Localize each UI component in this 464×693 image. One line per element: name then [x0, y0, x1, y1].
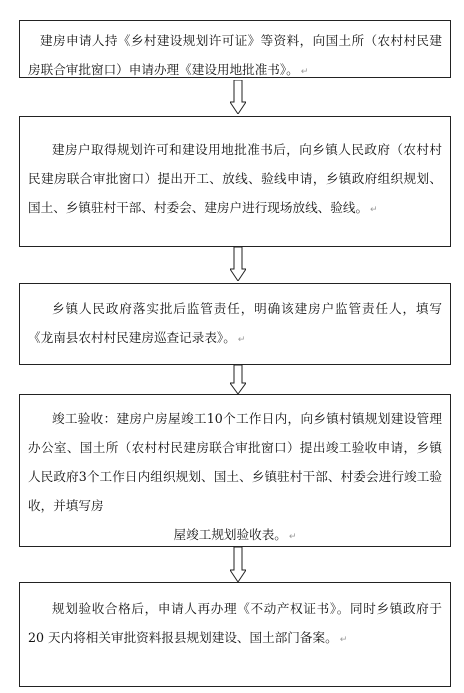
step-5-text: 规划验收合格后，申请人再办理《不动产权证书》。同时乡镇政府于 20 天内将相关审批资料报县规划建设、国土部门备案。	[28, 601, 442, 645]
flow-step-3	[19, 283, 451, 365]
paragraph-mark: ↵	[288, 532, 297, 542]
paragraph-mark: ↵	[237, 335, 246, 345]
down-arrow-icon	[230, 547, 246, 581]
flow-step-1	[19, 20, 451, 78]
step-4-text-tail: 屋竣工规划验收表。	[173, 527, 287, 542]
down-arrow-icon	[230, 247, 246, 281]
down-arrow-icon	[230, 80, 246, 114]
step-4-text: 竣工验收：建房户房屋竣工10个工作日内，向乡镇村镇规划建设管理办公室、国土所（农村村民建房联合审批窗口）提出竣工验收申请，乡镇人民政府3个工作日内组织规划、国土、乡镇驻村干部、村委会进行竣工验收，并填写房	[28, 411, 442, 513]
flow-step-5	[19, 582, 451, 687]
paragraph-mark: ↵	[339, 635, 348, 645]
step-2-text: 建房户取得规划许可和建设用地批准书后，向乡镇人民政府（农村村民建房联合审批窗口）提出开工、放线、验线申请，乡镇政府组织规划、国土、乡镇驻村干部、村委会、建房户进行现场放线、验线。	[28, 142, 442, 215]
step-1-text: 建房申请人持《乡村建设规划许可证》等资料，向国土所（农村村民建房联合审批窗口）申请办理《建设用地批准书》。	[28, 33, 442, 77]
flow-step-4	[19, 394, 451, 547]
paragraph-mark: ↵	[300, 67, 309, 77]
flow-step-2	[19, 116, 451, 247]
paragraph-mark: ↵	[370, 205, 378, 215]
step-3-text: 乡镇人民政府落实批后监管责任，明确该建房户监管责任人，填写《龙南县农村村民建房巡查记录表》。	[28, 301, 442, 345]
